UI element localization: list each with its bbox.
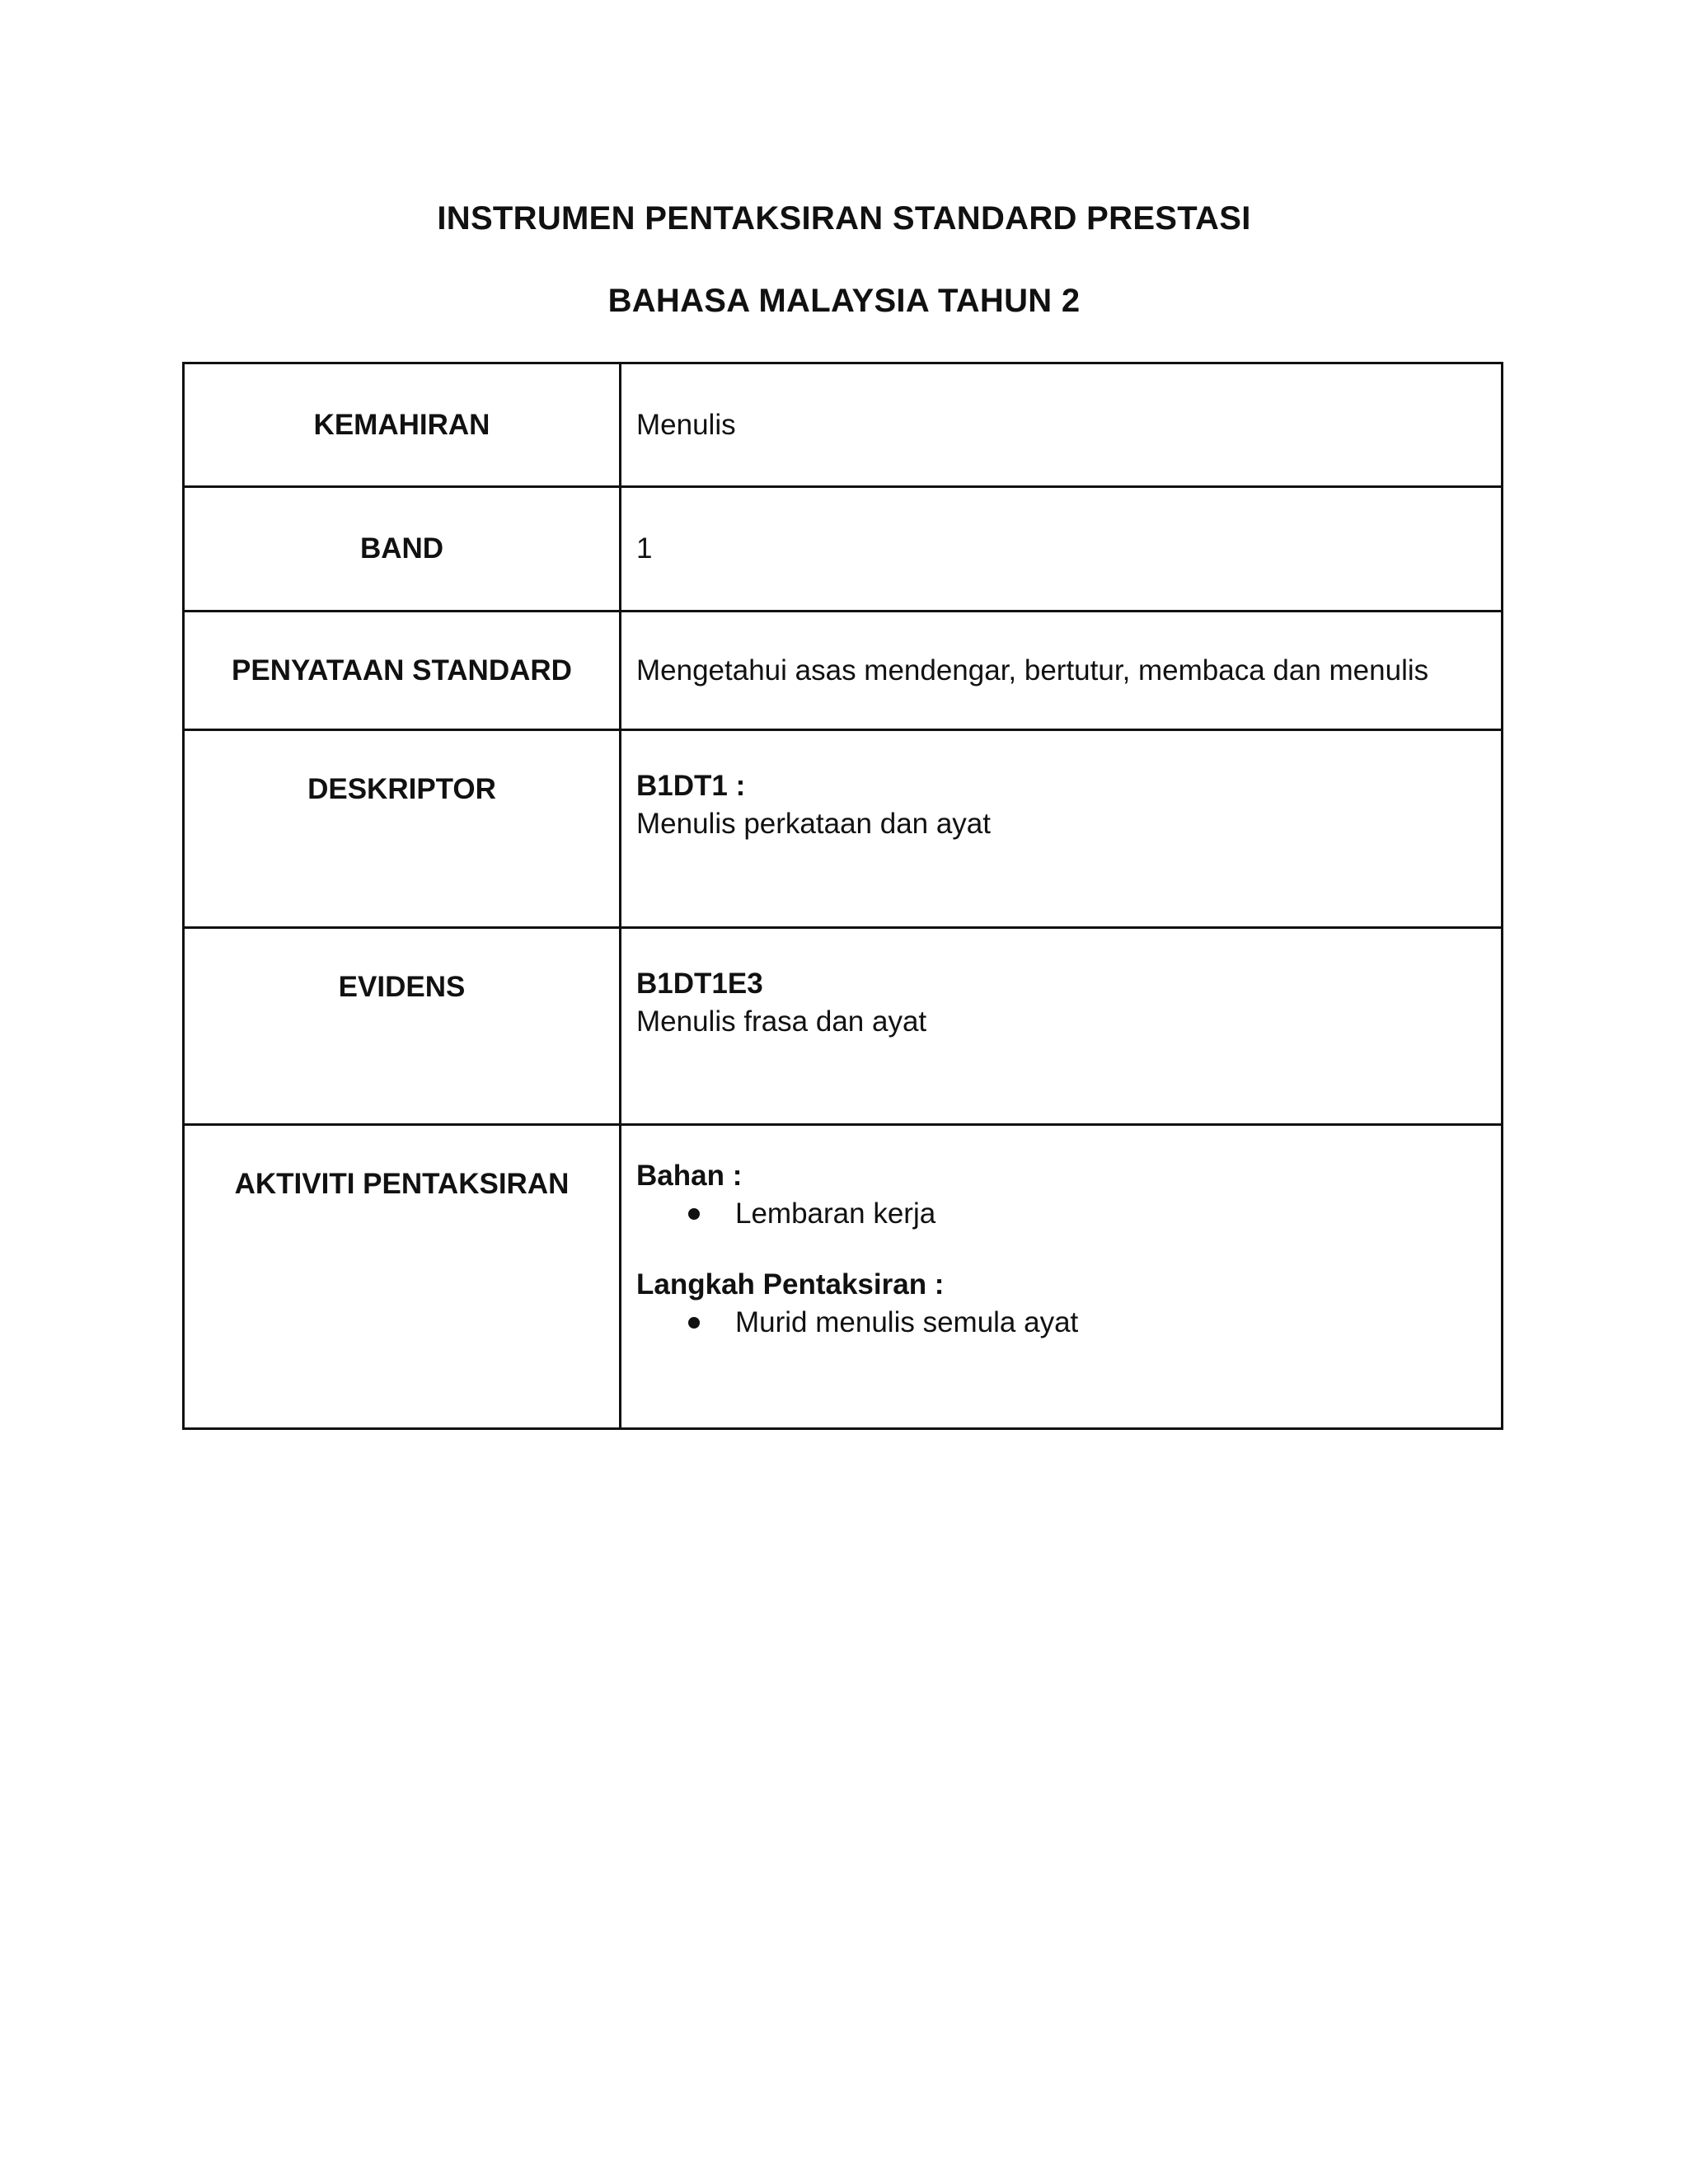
section-spacer [636, 1233, 1486, 1266]
list-item [636, 1195, 1486, 1233]
deskriptor-text: Menulis perkataan dan ayat [636, 808, 991, 840]
evidens-value [621, 928, 1503, 1125]
langkah-list [636, 1304, 1486, 1342]
aktiviti-pentaksiran-value [621, 1125, 1503, 1429]
table-row-deskriptor [184, 730, 1503, 928]
list-item [636, 1304, 1486, 1342]
assessment-table [182, 362, 1503, 1430]
bullet-icon [688, 1208, 700, 1220]
document-title: INSTRUMEN PENTAKSIRAN STANDARD PRESTASI [437, 200, 1251, 237]
band-label: BAND [184, 487, 621, 612]
document-subtitle: BAHASA MALAYSIA TAHUN 2 [607, 283, 1081, 319]
evidens-text: Menulis frasa dan ayat [636, 1005, 927, 1038]
table-row-penyataan-standard [184, 612, 1503, 730]
bahan-heading: Bahan : [636, 1160, 743, 1192]
deskriptor-code: B1DT1 : [636, 770, 746, 802]
penyataan-standard-value: Mengetahui asas mendengar, bertutur, membaca dan menulis [621, 612, 1503, 730]
langkah-heading: Langkah Pentaksiran : [636, 1268, 945, 1301]
deskriptor-label: DESKRIPTOR [184, 730, 621, 928]
aktiviti-pentaksiran-label: AKTIVITI PENTAKSIRAN [184, 1125, 621, 1429]
evidens-code: B1DT1E3 [636, 968, 763, 1000]
bahan-item-text: Lembaran kerja [735, 1197, 936, 1230]
evidens-label: EVIDENS [184, 928, 621, 1125]
penyataan-standard-label: PENYATAAN STANDARD [184, 612, 621, 730]
bahan-list [636, 1195, 1486, 1233]
bullet-icon [688, 1317, 700, 1329]
kemahiran-value: Menulis [621, 363, 1503, 487]
band-value: 1 [621, 487, 1503, 612]
table-row-evidens [184, 928, 1503, 1125]
deskriptor-value [621, 730, 1503, 928]
table-row-band [184, 487, 1503, 612]
kemahiran-label: KEMAHIRAN [184, 363, 621, 487]
langkah-item-text: Murid menulis semula ayat [735, 1306, 1079, 1338]
table-row-aktiviti-pentaksiran [184, 1125, 1503, 1429]
table-row-kemahiran [184, 363, 1503, 487]
